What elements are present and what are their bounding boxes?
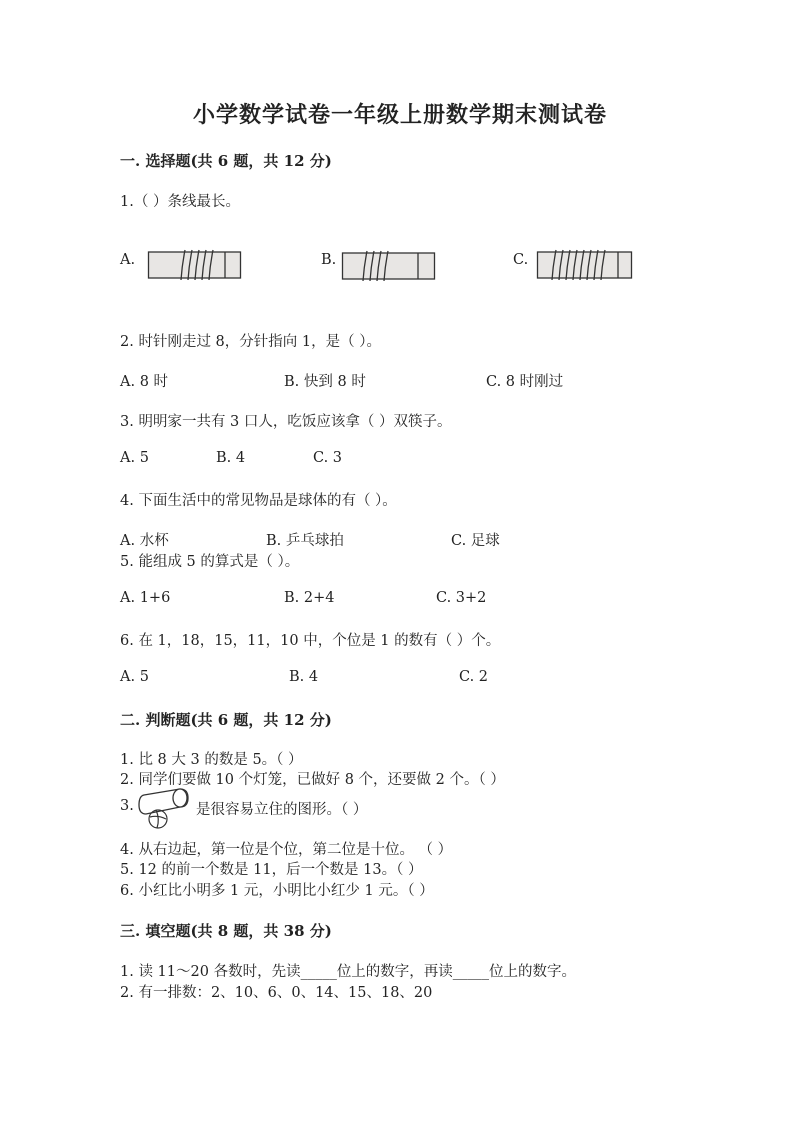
judgement-item-6: 6. 小红比小明多 1 元，小明比小红少 1 元。（ ） bbox=[120, 883, 434, 899]
judgement-item-2: 2. 同学们要做 10 个灯笼，已做好 8 个，还要做 2 个。（ ） bbox=[120, 772, 505, 788]
q1-option-c-rod-image bbox=[536, 249, 634, 282]
q6-option-b: B. 4 bbox=[289, 669, 319, 685]
section-heading-choice: 一. 选择题(共 6 题，共 12 分) bbox=[120, 152, 332, 170]
q6-option-c: C. 2 bbox=[459, 669, 489, 685]
q4-option-a: A. 水杯 bbox=[120, 533, 169, 549]
q6-option-a: A. 5 bbox=[120, 669, 149, 685]
question-4: 4. 下面生活中的常见物品是球体的有（ ）。 bbox=[120, 493, 397, 509]
q3-option-c: C. 3 bbox=[313, 450, 343, 466]
q5-option-c: C. 3+2 bbox=[436, 590, 487, 606]
q4-option-c: C. 足球 bbox=[451, 533, 500, 549]
q5-option-b: B. 2+4 bbox=[284, 590, 335, 606]
judgement-item-4: 4. 从右边起，第一位是个位，第二位是十位。 （ ） bbox=[120, 842, 453, 858]
q5-option-a: A. 1+6 bbox=[120, 590, 171, 606]
fill-item-2: 2. 有一排数：2、10、6、0、14、15、18、20 bbox=[120, 985, 433, 1001]
q1-option-c-label: C. bbox=[513, 252, 529, 268]
judgement-item-3-number: 3. bbox=[120, 798, 134, 814]
q1-option-a-label: A. bbox=[120, 252, 136, 268]
question-5: 5. 能组成 5 的算式是（ ）。 bbox=[120, 554, 300, 570]
question-1: 1.（ ）条线最长。 bbox=[120, 194, 240, 210]
q2-option-a: A. 8 时 bbox=[120, 374, 169, 390]
cylinder-image bbox=[136, 785, 192, 831]
q1-option-b-rod-image bbox=[341, 250, 437, 282]
q3-option-b: B. 4 bbox=[216, 450, 246, 466]
page-title: 小学数学试卷一年级上册数学期末测试卷 bbox=[192, 102, 607, 128]
fill-item-1: 1. 读 11～20 各数时，先读_____位上的数字，再读_____位上的数字。 bbox=[120, 964, 577, 980]
q3-option-a: A. 5 bbox=[120, 450, 149, 466]
q1-option-a-rod-image bbox=[147, 249, 243, 281]
q4-option-b: B. 乒乓球拍 bbox=[266, 533, 344, 549]
question-3: 3. 明明家一共有 3 口人，吃饭应该拿（ ）双筷子。 bbox=[120, 414, 452, 430]
section-heading-fill-blank: 三. 填空题(共 8 题，共 38 分) bbox=[120, 922, 332, 940]
q2-option-b: B. 快到 8 时 bbox=[284, 374, 366, 390]
judgement-item-3: 是很容易立住的图形。（ ） bbox=[196, 802, 368, 818]
section-heading-judgement: 二. 判断题(共 6 题，共 12 分) bbox=[120, 711, 332, 729]
question-6: 6. 在 1，18，15，11，10 中，个位是 1 的数有（ ）个。 bbox=[120, 633, 501, 649]
question-2: 2. 时针刚走过 8，分针指向 1，是（ ）。 bbox=[120, 334, 381, 350]
q1-option-b-label: B. bbox=[321, 252, 337, 268]
q2-option-c: C. 8 时刚过 bbox=[486, 374, 564, 390]
judgement-item-5: 5. 12 的前一个数是 11，后一个数是 13。（ ） bbox=[120, 862, 423, 878]
judgement-item-1: 1. 比 8 大 3 的数是 5。（ ） bbox=[120, 752, 303, 768]
